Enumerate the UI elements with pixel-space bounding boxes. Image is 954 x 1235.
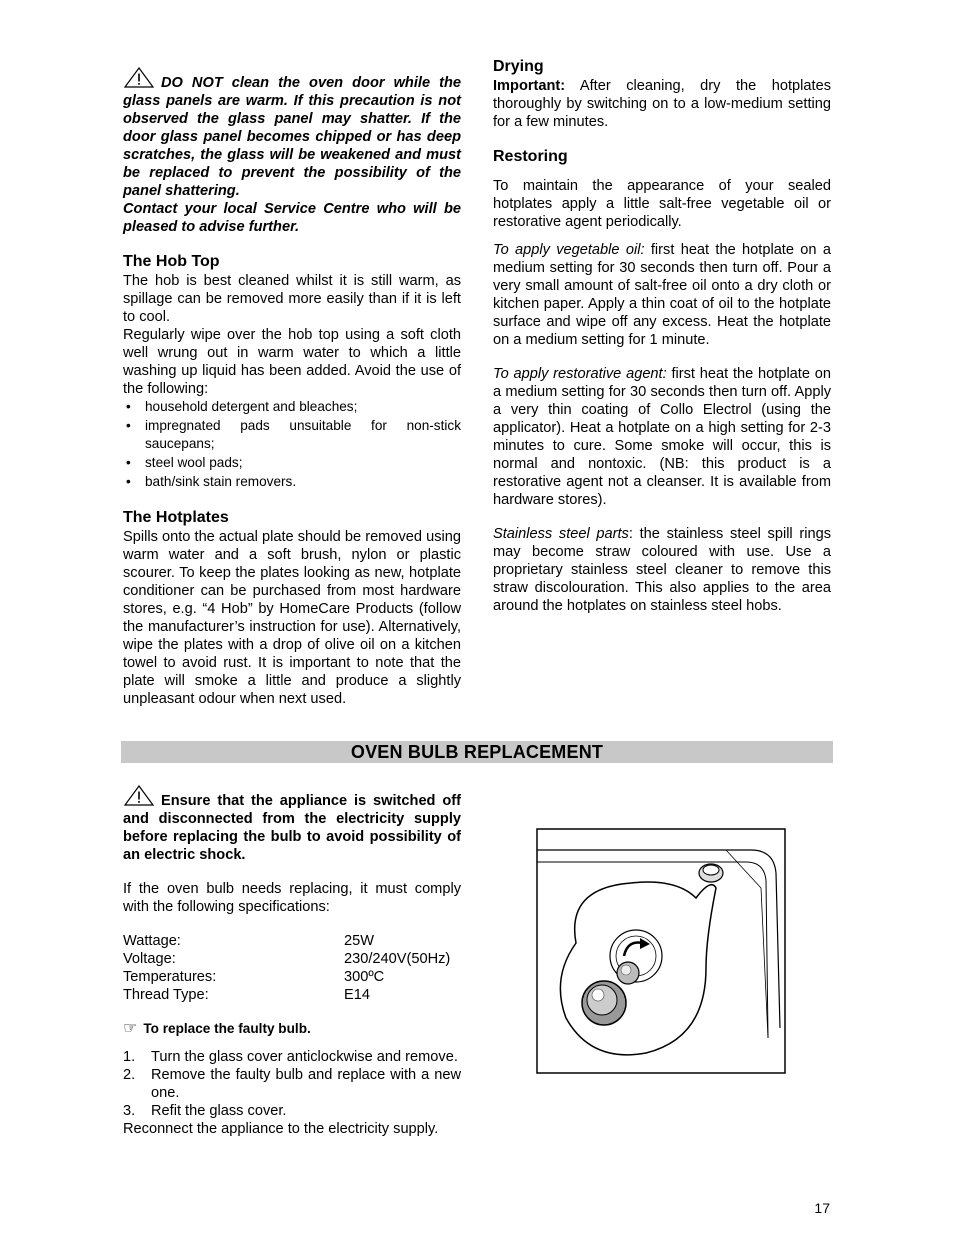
list-item: • steel wool pads; — [123, 454, 461, 472]
spec-label: Thread Type: — [123, 987, 209, 1003]
step-number: 3. — [123, 1103, 136, 1119]
shock-warning-text: Ensure that the appliance is switched off and disconnected from the electricity supply before replacing the bulb to avoid possibility of an electric shock. — [123, 793, 461, 863]
restorative-agent-para — [493, 365, 831, 509]
spec-label: Voltage: — [123, 951, 176, 967]
door-warning-contact: Contact your local Service Centre who will be pleased to advise further. — [123, 201, 461, 235]
list-item: • impregnated pads unsuitable for non-stick saucepans; — [123, 417, 461, 453]
spec-row — [123, 950, 461, 968]
list-item — [123, 1048, 461, 1066]
drying-heading: Drying — [493, 58, 544, 75]
hotplates-para: Spills onto the actual plate should be removed using warm water and a soft brush, nylon or plastic scourer. To keep the plates looking as new, hotplate conditioner can be purchased from most hardware stores, e.g. “4 Hob” by HomeCare Products (follow the manufacturer’s instruction for use). Alternatively, wipe the plates with a drop of olive oil on a kitchen towel to avoid rust. It is important to note that the plate will smoke a little and produce a slightly unpleasant odour when next used. — [123, 529, 461, 707]
step-text: Remove the faulty bulb and replace with a new one. — [151, 1067, 461, 1101]
spec-value: 300ºC — [344, 969, 385, 985]
drying-text: After cleaning, dry the hotplates thoroughly by switching on to a low-medium setting for a few minutes. — [493, 78, 831, 130]
list-item — [123, 1066, 461, 1102]
oven-bulb-illustration — [536, 828, 786, 1074]
list-item: • household detergent and bleaches; — [123, 398, 461, 416]
warning-triangle-icon — [123, 67, 155, 89]
door-warning — [123, 67, 461, 200]
vegetable-oil-text: first heat the hotplate on a medium setting for 30 seconds then turn off. Pour a very small amount of salt-free oil onto a dry cloth or kitchen paper. Apply a thin coat of oil to the hotplate surface and wipe off any excess. Heat the hotplate on a medium setting for 1 minute. — [493, 242, 831, 348]
spec-value: 25W — [344, 933, 375, 949]
replace-heading — [123, 1020, 461, 1038]
vegetable-oil-para — [493, 241, 831, 349]
restoring-heading: Restoring — [493, 148, 568, 165]
replace-heading-text: To replace the faulty bulb. — [143, 1021, 311, 1036]
warning-triangle-icon — [123, 785, 155, 807]
spec-row — [123, 932, 461, 950]
drying-para — [493, 77, 831, 131]
left-column-top — [123, 67, 461, 708]
step-text: Turn the glass cover anticlockwise and remove. — [151, 1049, 458, 1065]
door-warning-text: DO NOT clean the oven door while the glass panels are warm. If this precaution is not observed the glass panel may shatter. If the door glass panel becomes chipped or has deep scratches, the glass will be weakened and must be replaced to prevent the possibility of the panel shattering. — [123, 75, 461, 199]
hob-top-avoid-list — [123, 398, 461, 491]
hob-top-para2: Regularly wipe over the hob top using a soft cloth well wrung out in warm water to which a little washing up liquid has been added. Avoid the use of the following: — [123, 327, 461, 397]
closing-text: Reconnect the appliance to the electricity supply. — [123, 1121, 439, 1137]
spec-label: Temperatures: — [123, 969, 217, 985]
step-text: Refit the glass cover. — [151, 1103, 287, 1119]
section-title-bar — [121, 741, 833, 763]
pointing-hand-icon: ☞ — [123, 1020, 138, 1037]
list-item — [123, 1102, 461, 1120]
stainless-steel-label: Stainless steel parts — [493, 526, 629, 542]
stainless-steel-para — [493, 525, 831, 615]
vegetable-oil-label: To apply vegetable oil: — [493, 242, 645, 258]
restorative-agent-text: first heat the hotplate on a medium setting for 30 seconds then turn off. Apply a very thin coating of Collo Electrol (using the applicator). Heat a hotplate on a high setting for 2-3 minutes to cure. Some smoke will occur, this is normal and nontoxic. (NB: this product is a restorative agent not a cleanser. It is available from hardware stores). — [493, 366, 831, 508]
spec-row — [123, 968, 461, 986]
page-number: 17 — [814, 1200, 830, 1216]
step-number: 2. — [123, 1067, 136, 1083]
spec-table — [123, 932, 461, 1004]
spec-row — [123, 986, 461, 1004]
hob-top-heading: The Hob Top — [123, 253, 220, 270]
shock-warning — [123, 785, 461, 864]
list-item: • bath/sink stain removers. — [123, 473, 461, 491]
section-title: OVEN BULB REPLACEMENT — [350, 742, 604, 762]
restorative-agent-label: To apply restorative agent: — [493, 366, 667, 382]
spec-value: E14 — [344, 987, 370, 1003]
hob-top-para1: The hob is best cleaned whilst it is still warm, as spillage can be removed more easily than if it is left to cool. — [123, 273, 461, 325]
spec-label: Wattage: — [123, 933, 181, 949]
hotplates-heading: The Hotplates — [123, 509, 229, 526]
important-label: Important: — [493, 78, 566, 94]
bulb-intro: If the oven bulb needs replacing, it must comply with the following specifications: — [123, 881, 461, 915]
step-number: 1. — [123, 1049, 136, 1065]
replace-steps — [123, 1048, 461, 1120]
spec-value: 230/240V(50Hz) — [344, 951, 451, 967]
left-column-bottom — [123, 785, 461, 1138]
stainless-steel-text: : the stainless steel spill rings may become straw coloured with use. Use a proprietary stainless steel cleaner to remove this straw discolouration. This also applies to the area around the hotplates on stainless steel hobs. — [493, 526, 831, 614]
restoring-intro: To maintain the appearance of your sealed hotplates apply a little salt-free vegetable oil or restorative agent periodically. — [493, 178, 831, 230]
right-column-top — [493, 57, 831, 615]
